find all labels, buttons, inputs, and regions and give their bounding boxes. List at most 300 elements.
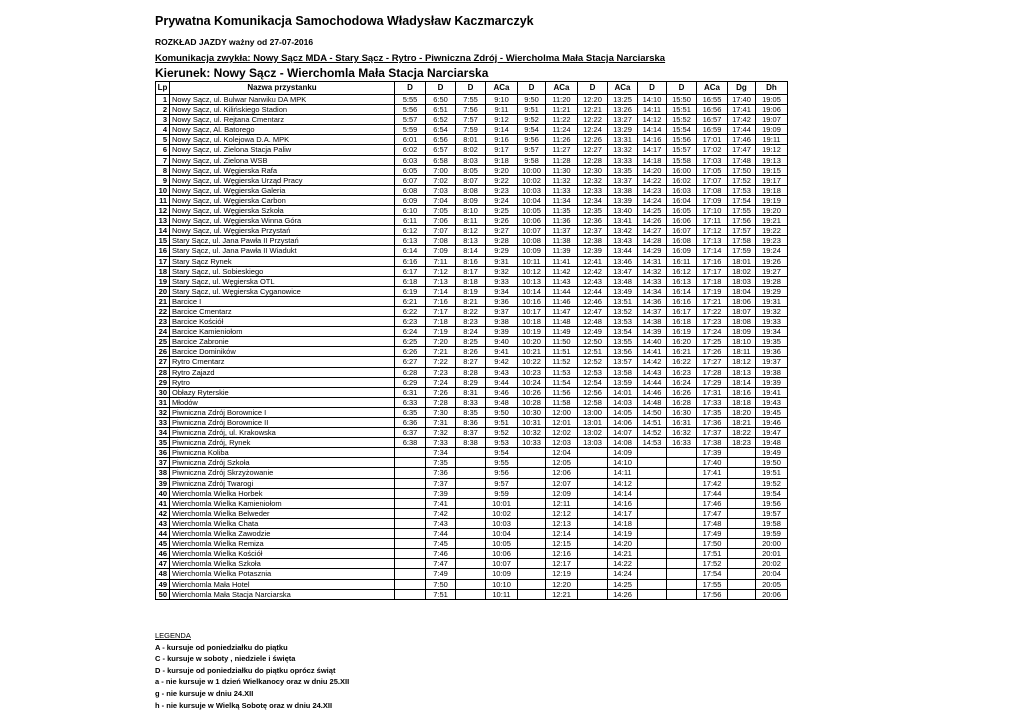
departure-time: 16:31 <box>667 418 697 428</box>
departure-time: 11:48 <box>546 317 578 327</box>
departure-time: 19:21 <box>756 216 788 226</box>
departure-time: 11:56 <box>546 387 578 397</box>
departure-time: 12:27 <box>578 145 608 155</box>
departure-time: 11:24 <box>546 125 578 135</box>
departure-time: 14:18 <box>608 518 638 528</box>
departure-time <box>667 579 697 589</box>
row-number: 44 <box>156 529 170 539</box>
departure-time: 17:50 <box>697 539 728 549</box>
departure-time: 16:59 <box>697 125 728 135</box>
departure-time: 12:43 <box>578 276 608 286</box>
departure-time: 17:50 <box>728 165 756 175</box>
departure-time: 15:58 <box>667 155 697 165</box>
stop-name: Młodów <box>170 397 395 407</box>
column-header: Dg <box>728 82 756 95</box>
departure-time: 13:41 <box>608 216 638 226</box>
departure-time: 15:54 <box>667 125 697 135</box>
departure-time: 8:05 <box>456 165 486 175</box>
departure-time: 15:50 <box>667 95 697 105</box>
departure-time: 8:17 <box>456 266 486 276</box>
departure-time: 8:36 <box>456 418 486 428</box>
row-number: 32 <box>156 407 170 417</box>
departure-time: 14:24 <box>638 195 667 205</box>
departure-time: 11:34 <box>546 195 578 205</box>
stop-name: Obłazy Ryterskie <box>170 387 395 397</box>
departure-time: 10:22 <box>518 357 546 367</box>
stop-name: Rytro Cmentarz <box>170 357 395 367</box>
departure-time <box>578 529 608 539</box>
departure-time: 10:00 <box>518 165 546 175</box>
departure-time: 10:09 <box>486 569 518 579</box>
departure-time <box>638 579 667 589</box>
departure-time: 8:16 <box>456 256 486 266</box>
departure-time: 14:34 <box>638 286 667 296</box>
departure-time: 18:18 <box>728 397 756 407</box>
departure-time: 10:12 <box>518 266 546 276</box>
table-row <box>156 246 788 256</box>
departure-time: 10:08 <box>518 236 546 246</box>
departure-time: 14:31 <box>638 256 667 266</box>
departure-time: 19:47 <box>756 428 788 438</box>
legend-item: D - kursuje od poniedziałku do piątku oprócz świąt <box>155 665 336 675</box>
departure-time: 17:14 <box>697 246 728 256</box>
table-row <box>156 125 788 135</box>
stop-name: Wierchomla Wielka Kościół <box>170 549 395 559</box>
departure-time <box>667 518 697 528</box>
departure-time: 19:06 <box>756 105 788 115</box>
departure-time: 14:16 <box>638 135 667 145</box>
departure-time: 13:35 <box>608 165 638 175</box>
departure-time <box>638 448 667 458</box>
departure-time: 15:57 <box>667 145 697 155</box>
departure-time: 17:07 <box>697 175 728 185</box>
departure-time: 6:14 <box>395 246 426 256</box>
departure-time: 11:32 <box>546 175 578 185</box>
departure-time <box>456 508 486 518</box>
departure-time <box>638 518 667 528</box>
departure-time <box>456 468 486 478</box>
table-row <box>156 286 788 296</box>
table-row <box>156 145 788 155</box>
departure-time: 6:54 <box>426 125 456 135</box>
departure-time: 17:10 <box>697 206 728 216</box>
row-number: 20 <box>156 286 170 296</box>
departure-time: 6:18 <box>395 276 426 286</box>
row-number: 26 <box>156 347 170 357</box>
column-header: ACa <box>546 82 578 95</box>
departure-time: 7:26 <box>426 387 456 397</box>
departure-time: 16:11 <box>667 256 697 266</box>
departure-time: 17:24 <box>697 327 728 337</box>
departure-time <box>638 488 667 498</box>
departure-time: 17:39 <box>697 448 728 458</box>
stop-name: Nowy Sącz, ul. Zielona Stacja Paliw <box>170 145 395 155</box>
departure-time: 19:32 <box>756 306 788 316</box>
row-number: 5 <box>156 135 170 145</box>
departure-time: 9:51 <box>486 418 518 428</box>
departure-time: 9:25 <box>486 206 518 216</box>
departure-time <box>518 498 546 508</box>
departure-time: 7:09 <box>426 246 456 256</box>
departure-time: 12:06 <box>546 468 578 478</box>
stop-name: Piwniczna Zdrój Szkoła <box>170 458 395 468</box>
departure-time <box>728 518 756 528</box>
departure-time <box>728 589 756 599</box>
stop-name: Nowy Sącz, ul. Węgierska Rafa <box>170 165 395 175</box>
departure-time: 19:56 <box>756 498 788 508</box>
departure-time <box>728 488 756 498</box>
departure-time: 17:27 <box>697 357 728 367</box>
stop-name: Nowy Sącz, ul. Węgierska Winna Góra <box>170 216 395 226</box>
departure-time <box>578 458 608 468</box>
departure-time: 13:42 <box>608 226 638 236</box>
departure-time: 6:36 <box>395 418 426 428</box>
departure-time: 6:02 <box>395 145 426 155</box>
departure-time: 9:23 <box>486 185 518 195</box>
row-number: 42 <box>156 508 170 518</box>
table-row <box>156 589 788 599</box>
departure-time: 12:36 <box>578 216 608 226</box>
departure-time: 9:44 <box>486 377 518 387</box>
departure-time: 17:41 <box>697 468 728 478</box>
departure-time: 12:02 <box>546 428 578 438</box>
row-number: 6 <box>156 145 170 155</box>
departure-time: 17:54 <box>728 195 756 205</box>
departure-time <box>518 458 546 468</box>
departure-time: 16:13 <box>667 276 697 286</box>
departure-time: 16:02 <box>667 175 697 185</box>
departure-time: 17:13 <box>697 236 728 246</box>
departure-time: 13:47 <box>608 266 638 276</box>
departure-time <box>578 518 608 528</box>
departure-time: 14:07 <box>608 428 638 438</box>
departure-time: 16:55 <box>697 95 728 105</box>
departure-time: 15:52 <box>667 115 697 125</box>
departure-time: 7:35 <box>426 458 456 468</box>
departure-time: 11:21 <box>546 105 578 115</box>
departure-time: 9:50 <box>486 407 518 417</box>
departure-time: 14:09 <box>608 448 638 458</box>
departure-time: 14:43 <box>638 367 667 377</box>
departure-time: 13:27 <box>608 115 638 125</box>
departure-time: 11:43 <box>546 276 578 286</box>
departure-time: 20:01 <box>756 549 788 559</box>
departure-time: 14:17 <box>608 508 638 518</box>
table-row <box>156 105 788 115</box>
legend-item: A - kursuje od poniedziałku do piątku <box>155 642 288 652</box>
departure-time: 8:10 <box>456 206 486 216</box>
departure-time: 10:30 <box>518 407 546 417</box>
stop-name: Nowy Sącz, ul. Węgierska Przystań <box>170 226 395 236</box>
departure-time: 9:56 <box>518 135 546 145</box>
departure-time: 12:07 <box>546 478 578 488</box>
departure-time: 17:56 <box>728 216 756 226</box>
departure-time <box>728 559 756 569</box>
departure-time: 7:16 <box>426 296 456 306</box>
departure-time: 15:56 <box>667 135 697 145</box>
departure-time: 16:56 <box>697 105 728 115</box>
departure-time <box>638 498 667 508</box>
departure-time: 17:19 <box>697 286 728 296</box>
departure-time <box>518 539 546 549</box>
column-header: Lp <box>156 82 170 95</box>
column-header: D <box>426 82 456 95</box>
departure-time: 7:37 <box>426 478 456 488</box>
departure-time: 16:21 <box>667 347 697 357</box>
stop-name: Stary Sącz Rynek <box>170 256 395 266</box>
stop-name: Stary Sącz, ul. Jana Pawła II Przystań <box>170 236 395 246</box>
departure-time: 14:11 <box>638 105 667 115</box>
departure-time: 19:28 <box>756 276 788 286</box>
table-row <box>156 539 788 549</box>
departure-time: 15:51 <box>667 105 697 115</box>
departure-time: 7:13 <box>426 276 456 286</box>
row-number: 41 <box>156 498 170 508</box>
departure-time: 17:16 <box>697 256 728 266</box>
row-number: 50 <box>156 589 170 599</box>
departure-time <box>667 569 697 579</box>
row-number: 43 <box>156 518 170 528</box>
departure-time: 19:20 <box>756 206 788 216</box>
departure-time: 17:52 <box>697 559 728 569</box>
departure-time: 12:19 <box>546 569 578 579</box>
departure-time: 12:26 <box>578 135 608 145</box>
departure-time <box>667 448 697 458</box>
departure-time: 19:38 <box>756 367 788 377</box>
departure-time <box>456 559 486 569</box>
table-row <box>156 529 788 539</box>
table-row <box>156 569 788 579</box>
table-row <box>156 508 788 518</box>
departure-time: 19:29 <box>756 286 788 296</box>
departure-time <box>456 488 486 498</box>
departure-time: 14:37 <box>638 306 667 316</box>
departure-time: 6:37 <box>395 428 426 438</box>
table-row <box>156 185 788 195</box>
departure-time <box>578 508 608 518</box>
departure-time: 13:40 <box>608 206 638 216</box>
row-number: 30 <box>156 387 170 397</box>
departure-time <box>578 589 608 599</box>
row-number: 49 <box>156 579 170 589</box>
table-row <box>156 317 788 327</box>
departure-time: 12:16 <box>546 549 578 559</box>
departure-time <box>456 478 486 488</box>
departure-time: 16:26 <box>667 387 697 397</box>
departure-time: 14:26 <box>608 589 638 599</box>
departure-time: 17:36 <box>697 418 728 428</box>
stop-name: Barcice I <box>170 296 395 306</box>
departure-time: 10:11 <box>486 589 518 599</box>
departure-time: 17:47 <box>728 145 756 155</box>
stop-name: Piwniczna Zdrój Borownice II <box>170 418 395 428</box>
departure-time: 19:23 <box>756 236 788 246</box>
departure-time: 17:44 <box>697 488 728 498</box>
departure-time: 17:08 <box>697 185 728 195</box>
departure-time: 7:57 <box>456 115 486 125</box>
departure-time: 7:36 <box>426 468 456 478</box>
departure-time: 10:07 <box>518 226 546 236</box>
departure-time: 12:42 <box>578 266 608 276</box>
departure-time: 19:51 <box>756 468 788 478</box>
departure-time: 19:49 <box>756 448 788 458</box>
departure-time: 9:14 <box>486 125 518 135</box>
departure-time: 17:44 <box>728 125 756 135</box>
row-number: 15 <box>156 236 170 246</box>
departure-time: 14:03 <box>608 397 638 407</box>
departure-time: 9:24 <box>486 195 518 205</box>
row-number: 10 <box>156 185 170 195</box>
departure-time: 11:54 <box>546 377 578 387</box>
departure-time <box>518 589 546 599</box>
departure-time: 17:48 <box>728 155 756 165</box>
table-row <box>156 397 788 407</box>
company-title: Prywatna Komunikacja Samochodowa Władysław Kaczmarczyk <box>155 14 534 28</box>
departure-time: 17:33 <box>697 397 728 407</box>
departure-time: 16:20 <box>667 337 697 347</box>
departure-time <box>578 549 608 559</box>
departure-time: 17:54 <box>697 569 728 579</box>
departure-time: 7:17 <box>426 306 456 316</box>
timetable <box>155 81 788 600</box>
departure-time <box>667 468 697 478</box>
departure-time: 12:03 <box>546 438 578 448</box>
row-number: 36 <box>156 448 170 458</box>
departure-time: 11:42 <box>546 266 578 276</box>
departure-time: 5:59 <box>395 125 426 135</box>
departure-time: 19:05 <box>756 95 788 105</box>
departure-time: 8:28 <box>456 367 486 377</box>
departure-time: 16:17 <box>667 306 697 316</box>
departure-time: 17:55 <box>697 579 728 589</box>
departure-time: 7:20 <box>426 337 456 347</box>
departure-time: 14:21 <box>608 549 638 559</box>
departure-time <box>456 539 486 549</box>
departure-time <box>728 539 756 549</box>
departure-time: 10:04 <box>518 195 546 205</box>
departure-time: 17:52 <box>728 175 756 185</box>
table-row <box>156 367 788 377</box>
departure-time: 12:35 <box>578 206 608 216</box>
departure-time: 19:13 <box>756 155 788 165</box>
departure-time: 8:22 <box>456 306 486 316</box>
departure-time: 9:22 <box>486 175 518 185</box>
departure-time: 7:07 <box>426 226 456 236</box>
departure-time: 11:38 <box>546 236 578 246</box>
departure-time: 16:00 <box>667 165 697 175</box>
column-header: ACa <box>486 82 518 95</box>
departure-time: 19:36 <box>756 347 788 357</box>
departure-time: 9:11 <box>486 105 518 115</box>
departure-time: 16:18 <box>667 317 697 327</box>
departure-time: 12:14 <box>546 529 578 539</box>
departure-time: 19:09 <box>756 125 788 135</box>
row-number: 29 <box>156 377 170 387</box>
departure-time: 8:12 <box>456 226 486 236</box>
departure-time: 14:22 <box>638 175 667 185</box>
departure-time: 11:28 <box>546 155 578 165</box>
column-header: Dh <box>756 82 788 95</box>
stop-name: Wierchomla Wielka Horbek <box>170 488 395 498</box>
departure-time <box>395 498 426 508</box>
stop-name: Nowy Sącz, ul. Rejtana Cmentarz <box>170 115 395 125</box>
route-description: Komunikacja zwykła: Nowy Sącz MDA - Stary Sącz - Rytro - Piwniczna Zdrój - Wiercholma Mała Stacja Narciarska <box>155 53 666 64</box>
departure-time: 10:26 <box>518 387 546 397</box>
departure-time <box>728 549 756 559</box>
departure-time: 17:38 <box>697 438 728 448</box>
departure-time: 6:56 <box>426 135 456 145</box>
departure-time <box>395 569 426 579</box>
row-number: 46 <box>156 549 170 559</box>
departure-time: 9:36 <box>486 296 518 306</box>
departure-time: 9:18 <box>486 155 518 165</box>
departure-time: 18:08 <box>728 317 756 327</box>
departure-time: 16:23 <box>667 367 697 377</box>
stop-name: Piwniczna Zdrój Borownice I <box>170 407 395 417</box>
row-number: 1 <box>156 95 170 105</box>
departure-time: 12:12 <box>546 508 578 518</box>
departure-time: 12:50 <box>578 337 608 347</box>
departure-time <box>667 508 697 518</box>
departure-time: 17:22 <box>697 306 728 316</box>
row-number: 14 <box>156 226 170 236</box>
departure-time: 7:49 <box>426 569 456 579</box>
departure-time: 17:03 <box>697 155 728 165</box>
departure-time <box>728 498 756 508</box>
departure-time: 18:11 <box>728 347 756 357</box>
table-row <box>156 357 788 367</box>
stop-name: Nowy Sącz, ul. Węgierska Galeria <box>170 185 395 195</box>
departure-time <box>395 549 426 559</box>
column-header: D <box>456 82 486 95</box>
departure-time: 13:31 <box>608 135 638 145</box>
departure-time: 17:28 <box>697 367 728 377</box>
departure-time: 6:05 <box>395 165 426 175</box>
stop-name: Wierchomla Mała Stacja Narciarska <box>170 589 395 599</box>
table-row <box>156 407 788 417</box>
departure-time: 11:47 <box>546 306 578 316</box>
departure-time: 10:06 <box>486 549 518 559</box>
departure-time: 14:50 <box>638 407 667 417</box>
departure-time: 14:32 <box>638 266 667 276</box>
departure-time: 17:17 <box>697 266 728 276</box>
stop-name: Piwniczna Zdrój, Rynek <box>170 438 395 448</box>
departure-time: 17:18 <box>697 276 728 286</box>
departure-time <box>456 589 486 599</box>
departure-time: 7:47 <box>426 559 456 569</box>
departure-time: 18:06 <box>728 296 756 306</box>
stop-name: Nowy Sącz, ul. Kolejowa D.A. MPK <box>170 135 395 145</box>
table-row <box>156 226 788 236</box>
departure-time: 17:55 <box>728 206 756 216</box>
departure-time: 8:38 <box>456 438 486 448</box>
departure-time: 12:53 <box>578 367 608 377</box>
table-row <box>156 498 788 508</box>
departure-time: 17:26 <box>697 347 728 357</box>
departure-time: 19:22 <box>756 226 788 236</box>
departure-time <box>638 539 667 549</box>
departure-time: 12:20 <box>546 579 578 589</box>
departure-time: 9:54 <box>518 125 546 135</box>
departure-time: 10:03 <box>518 185 546 195</box>
stop-name: Piwniczna Zdrój, ul. Krakowska <box>170 428 395 438</box>
departure-time: 9:28 <box>486 236 518 246</box>
row-number: 23 <box>156 317 170 327</box>
stop-name: Wierchomla Wielka Chata <box>170 518 395 528</box>
departure-time: 8:31 <box>456 387 486 397</box>
departure-time: 7:56 <box>456 105 486 115</box>
departure-time <box>667 529 697 539</box>
